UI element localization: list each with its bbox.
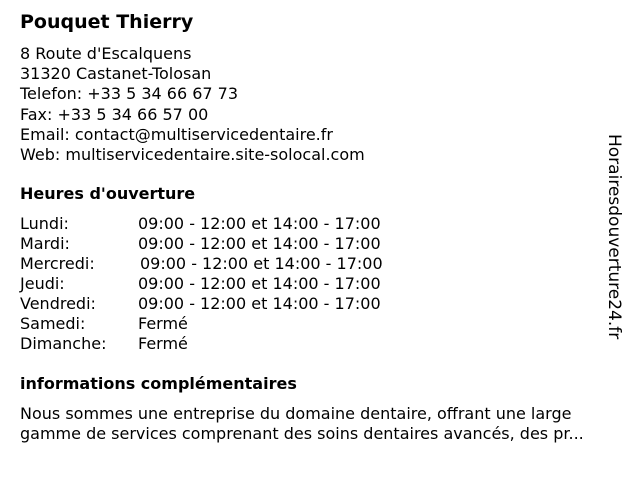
business-description (20, 404, 632, 444)
day-label: Jeudi: (20, 274, 65, 293)
fax-number: Fax: +33 5 34 66 57 00 (20, 104, 209, 124)
day-hours: Fermé (138, 334, 188, 353)
day-hours: Fermé (138, 314, 188, 333)
opening-hours-heading: Heures d'ouverture (20, 184, 196, 203)
site-watermark: Horairesdouverture24.fr (604, 134, 624, 340)
day-hours: 09:00 - 12:00 et 14:00 - 17:00 (138, 274, 381, 293)
hours-row-sunday (20, 334, 383, 354)
day-label: Mardi: (20, 234, 70, 253)
hours-row-saturday (20, 314, 383, 334)
day-label: Samedi: (20, 314, 86, 333)
phone-number[interactable]: Telefon: +33 5 34 66 67 73 (20, 84, 239, 104)
day-label: Lundi: (20, 214, 69, 233)
email-address[interactable]: Email: contact@multiservicedentaire.fr (20, 124, 333, 144)
additional-info-heading: informations complémentaires (20, 374, 297, 393)
contact-block (20, 44, 365, 165)
hours-row-thursday (20, 274, 383, 294)
hours-row-wednesday (20, 254, 383, 274)
day-hours: 09:00 - 12:00 et 14:00 - 17:00 (138, 214, 381, 233)
description-line-1: Nous sommes une entreprise du domaine dentaire, offrant une large (20, 404, 572, 423)
day-label: Dimanche: (20, 334, 107, 353)
day-hours: 09:00 - 12:00 et 14:00 - 17:00 (140, 254, 383, 273)
day-label: Vendredi: (20, 294, 96, 313)
description-line-2: gamme de services comprenant des soins dentaires avancés, des pr... (20, 424, 584, 443)
hours-row-friday (20, 294, 383, 314)
business-name: Pouquet Thierry (20, 11, 194, 33)
day-hours: 09:00 - 12:00 et 14:00 - 17:00 (138, 294, 381, 313)
day-label: Mercredi: (20, 254, 95, 273)
website-url[interactable]: Web: multiservicedentaire.site-solocal.com (20, 145, 365, 165)
opening-hours-table (20, 214, 383, 354)
hours-row-monday (20, 214, 383, 234)
day-hours: 09:00 - 12:00 et 14:00 - 17:00 (138, 234, 381, 253)
address-line-1: 8 Route d'Escalquens (20, 44, 192, 63)
hours-row-tuesday (20, 234, 383, 254)
address-line-2: 31320 Castanet-Tolosan (20, 64, 212, 84)
